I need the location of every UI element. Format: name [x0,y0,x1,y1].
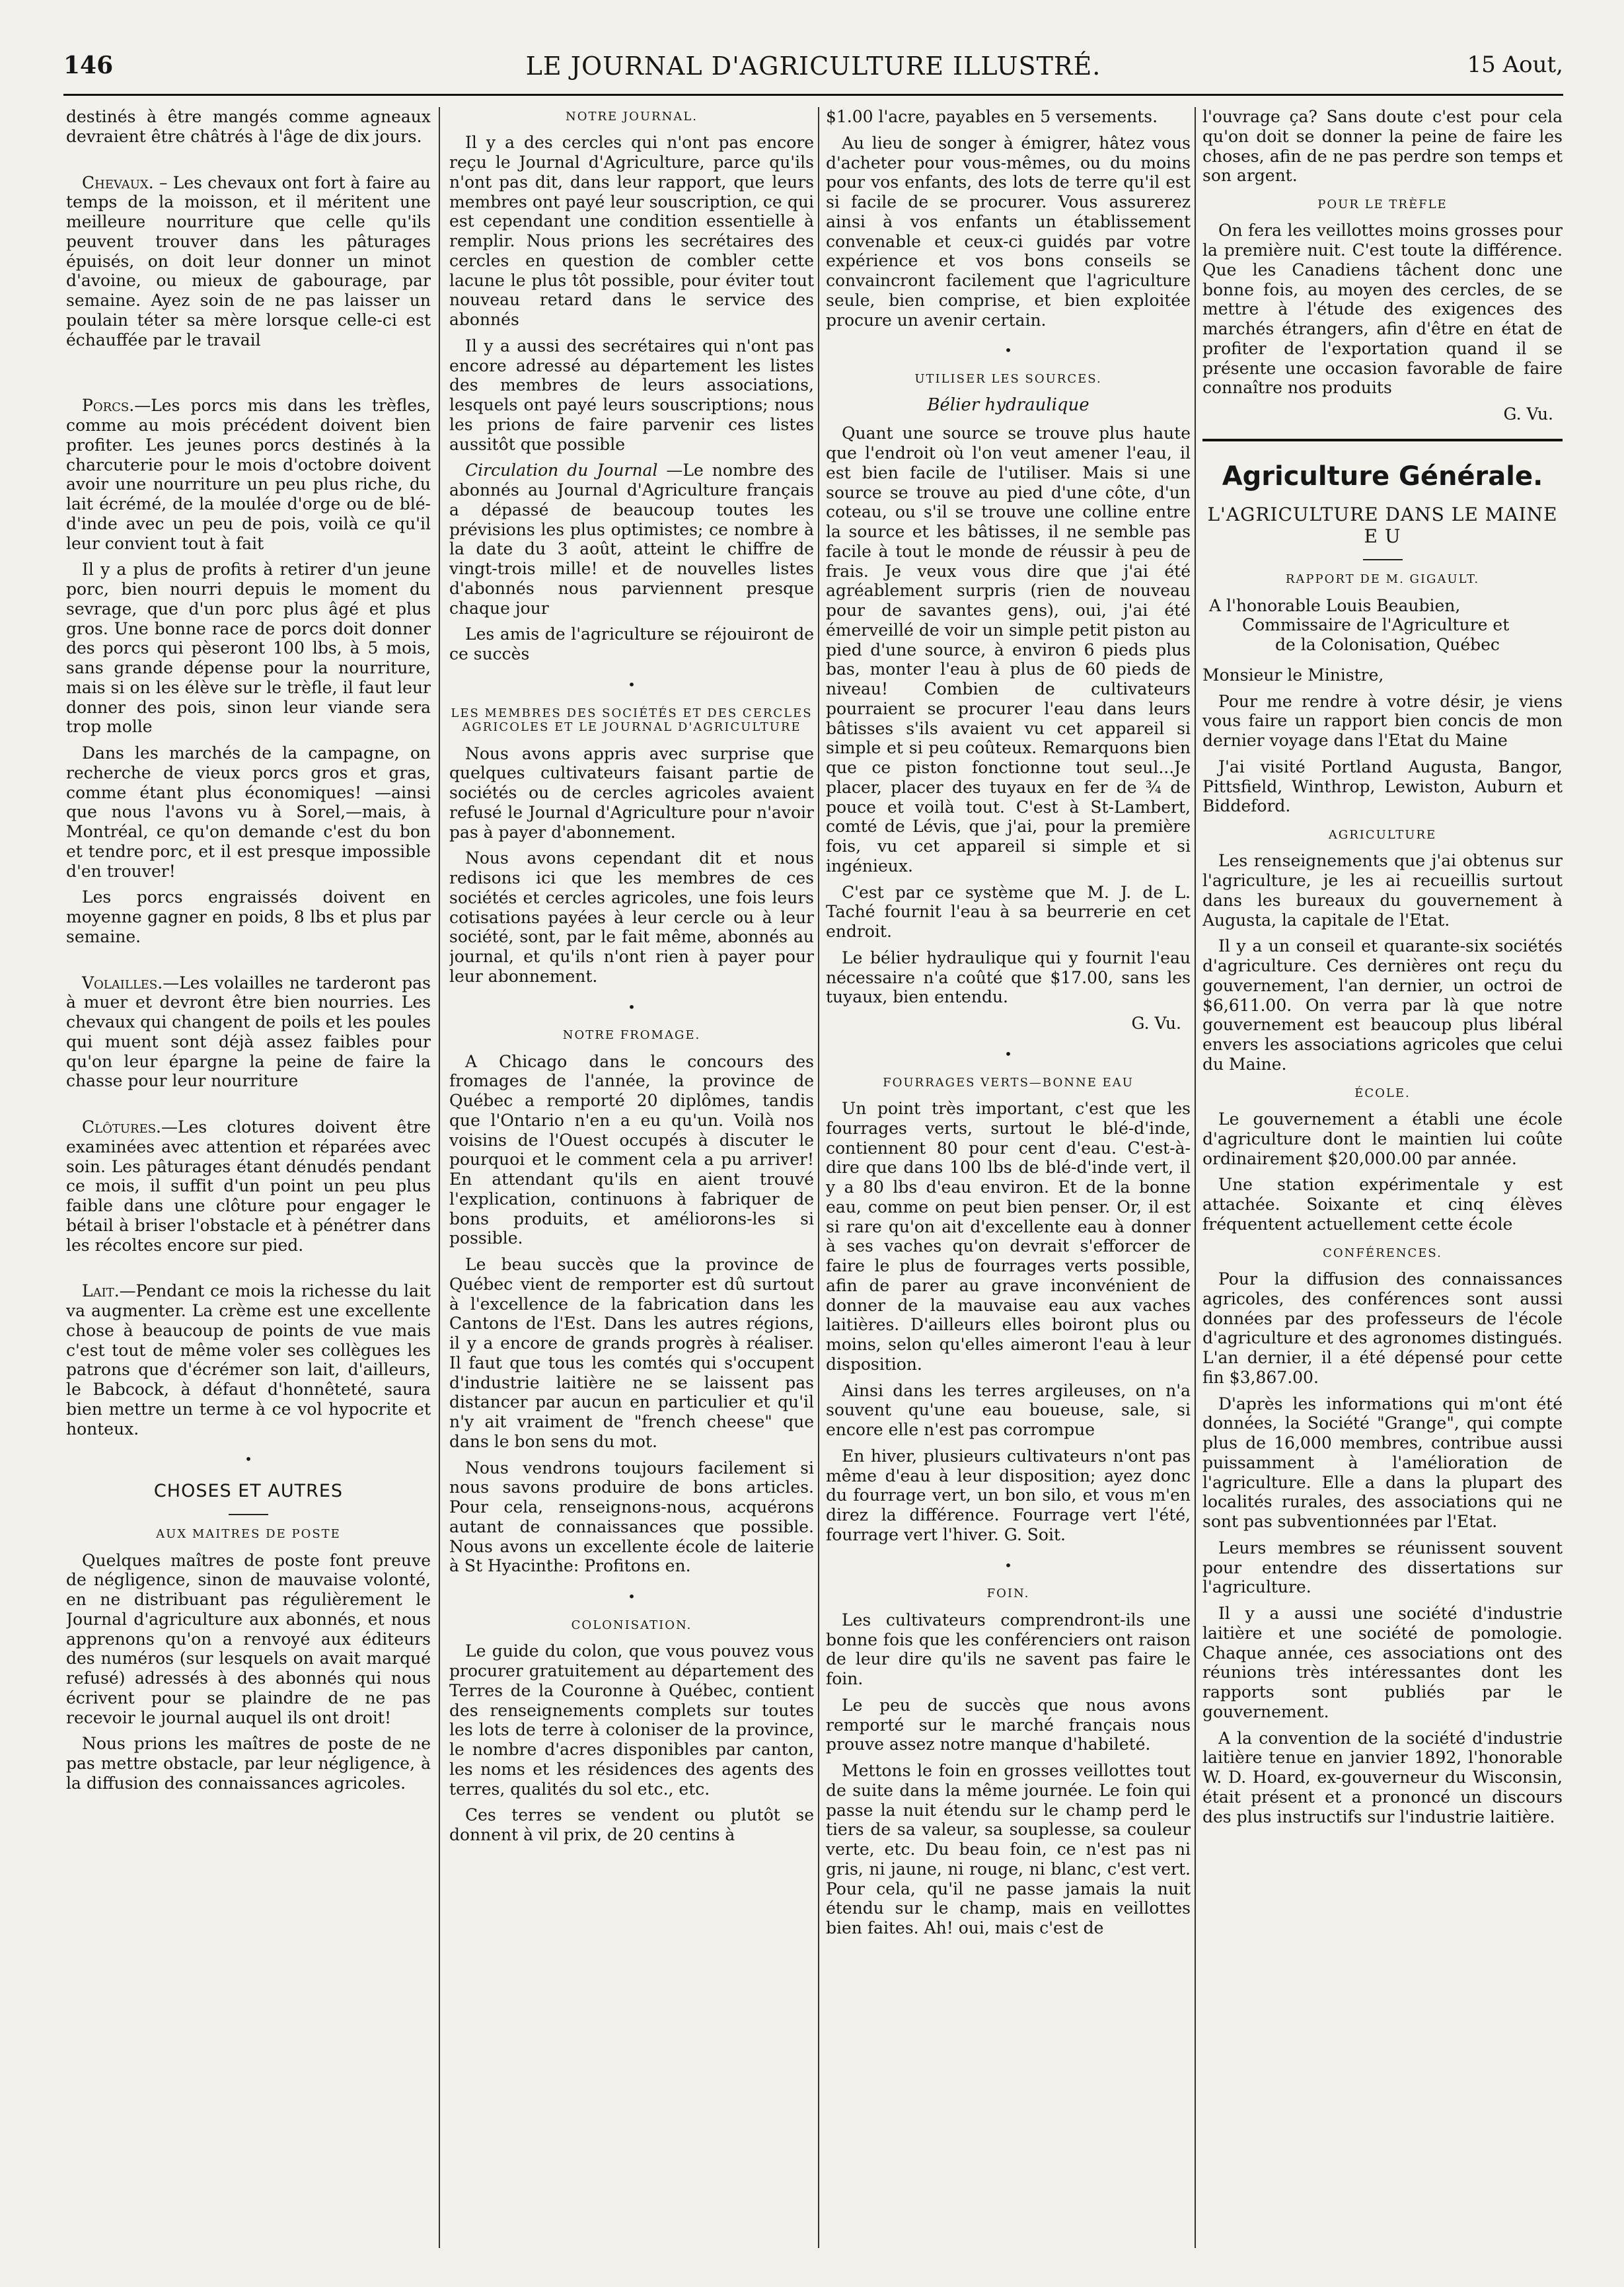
paragraph: Nous prions les maîtres de poste de ne pas mettre obstacle, par leur négligence, à la diffusion des connaissances agricoles. [66,1734,431,1793]
paragraph: A la convention de la société d'industrie laitière tenue en janvier 1892, l'honorable W. D. Hoard, ex-gouverneur du Wisconsin, était présent et a prononcé un discours des plus instructifs sur l'industrie laitière. [1202,1728,1563,1826]
article-heading: LES MEMBRES DES SOCIÉTÉS ET DES CERCLES AGRICOLES ET LE JOURNAL D'AGRICULTURE [451,706,813,735]
paragraph: En hiver, plusieurs cultivateurs n'ont pas même d'eau à leur disposition; ayez donc du fourrage vert, un bon silo, et vous m'en direz la différence. Fourrage vert l'été, fourrage vert l'hiver. G. Soit. [826,1446,1191,1544]
address-line: de la Colonisation, Québec [1275,635,1500,655]
paragraph: Il y a des cercles qui n'ont pas encore reçu le Journal d'Agriculture, parce qu'ils n'ont pas dit, dans leur rapport, que leurs membres ont payé leur souscription, ce qui est cependant une condition essentielle à remplir. Nous prions les secrétaires des cercles en question de combler cette lacune le plus tôt possible, pour éviter tout nouveau retard dans le service des abonnés [449,133,814,330]
paragraph: Il y a un conseil et quarante-six sociétés d'agriculture. Ces dernières ont reçu du gouvernement, l'an dernier, un octroi de $6,611.00. On verra par là que notre gouvernement est beaucoup plus libéral envers les associations agricoles que celui du Maine. [1202,936,1563,1074]
paragraph-porcs: Porcs.—Les porcs mis dans les trèfles, comme au mois précédent doivent bien profiter. Les jeunes porcs destinés à la charcuterie pour le mois d'octobre doivent avoir une nourriture un peu plus riche, du lait écrémé, de la moulée d'orge ou de blé-d'inde avec un peu de pois, voilà ce qu'il leur convient tout à fait [66,396,431,553]
ornament: • [1004,1045,1012,1062]
article-heading: COLONISATION. [571,1618,692,1633]
paragraph: Un point très important, c'est que les fourrages verts, surtout le blé-d'inde, contiennent 80 pour cent d'eau. C'est-à-dire que dans 100 lbs de blé-d'inde vert, il y a 80 lbs d'eau environ. Et de la bonne eau, comme on peut bien penser. Or, il est si rare qu'on ait d'excellente eau à donner à ses vaches qu'on devrait s'efforcer de faire le plus de fourrages verts possible, afin de parer au grave inconvénient de donner de la mauvaise eau aux vaches laitières. D'ailleurs elles boiront plus ou moins, selon qu'elles aimeront l'eau à leur disposition. [826,1099,1191,1374]
paragraph: Le peu de succès que nous avons remporté sur le marché français nous prouve assez notre manque d'habileté. [826,1695,1191,1754]
journal-title: LE JOURNAL D'AGRICULTURE ILLUSTRÉ. [525,52,1101,81]
paragraph-volailles: Volailles.—Les volailles ne tarderont pas à muer et devront être bien nourries. Les chevaux qui changent de poils et les poules qui muent sont déjà assez faibles pour qu'on leur épargne la peine de faire la chasse pour leur nourriture [66,973,431,1091]
ornament: • [1004,342,1012,359]
paragraph: Il y a plus de profits à retirer d'un jeune porc, bien nourri depuis le moment du sevrage, que d'un porc plus âgé et plus gros. Une bonne race de porcs doit donner des porcs qui pèseront 100 lbs, à 5 mois, sans grande dépense pour la nourriture, mais si on les élève sur le trèfle, il faut leur donner des pois, sinon leur viande sera trop molle [66,560,431,737]
address-line: A l'honorable Louis Beaubien, [1209,595,1461,615]
article-heading: POUR LE TRÈFLE [1317,198,1448,211]
paragraph: Ces terres se vendent ou plutôt se donnent à vil prix, de 20 centins à [449,1805,814,1845]
paragraph-chevaux: Chevaux. – Les chevaux ont fort à faire au temps de la moisson, et il méritent une meilleure nourriture que celle qu'ils peuvent trouver dans les pâturages épuisés, on doit leur donner un minot d'avoine, ou mieux de gabourage, par semaine. Ayez soin de ne pas laisser un poulain téter sa mère lorsque celle-ci est échauffée par le travail [66,172,431,350]
paragraph: Il y a aussi une société d'industrie laitière et une société de pomologie. Chaque année, ces associations ont des réunions très intéressantes dont les rapports sont publiés par le gouvernement. [1202,1604,1563,1721]
paragraph: Le beau succès que la province de Québec vient de remporter est dû surtout à l'excellence de la fabrication dans les Cantons de l'Est. Dans les autres régions, il y a encore de grands progrès à réaliser. Il faut que tous les comtés qui s'occupent d'industrie laitière ne se laissent pas distancer par aucun en particulier et qu'il n'y ait vraiment de "french cheese" que dans le bon sens du mot. [449,1255,814,1451]
paragraph: Nous avons cependant dit et nous redisons ici que les membres de ces sociétés et cercles agricoles, une fois leurs cotisations payées à leur cercle ou à leur société, sont, par le fait même, abonnés au journal, et qu'ils n'ont rien à payer pour leur abonnement. [449,848,814,986]
column-divider [439,107,440,2248]
section-title: CHOSES ET AUTRES [153,1481,344,1502]
column-1 [66,107,431,2248]
column-3 [826,107,1191,2248]
paragraph: Le gouvernement a établi une école d'agriculture dont le maintien lui coûte ordinairement $20,000.00 par année. [1202,1109,1563,1168]
ornament: • [628,676,636,693]
column-2 [449,107,814,2248]
article-subheading: Bélier hydraulique [927,395,1089,416]
paragraph: Leurs membres se réunissent souvent pour entendre des dissertations sur l'agriculture. [1202,1538,1563,1597]
header-rule [63,94,1563,96]
paragraph: Ainsi dans les terres argileuses, on n'a souvent qu'une eau boueuse, sale, si encore elle n'est pas corrompue [826,1380,1191,1440]
article-heading: FOURRAGES VERTS—BONNE EAU [883,1075,1134,1090]
paragraph: Le guide du colon, que vous pouvez vous procurer gratuitement au département des Terres de la Couronne à Québec, contient des renseignements complets sur toutes les lots de terre à coloniser de la province, le nombre d'acres disponibles par canton, les noms et les résidences des agents des terres, qualités du sol etc., etc. [449,1641,814,1799]
paragraph: On fera les veillottes moins grosses pour la première nuit. C'est toute la différence. Que les Canadiens tâchent donc une bonne fois, au moyen des cercles, de se mettre à l'étude des exigences des marchés étrangers, afin d'être en état de profiter de l'exportation quand il se présente une occasion favorable de faire connaître nos produits [1202,221,1563,398]
paragraph-lait: Lait.—Pendant ce mois la richesse du lait va augmenter. La crème est une excellente chose à beaucoup de points de vue mais c'est tout de même voler ses collègues les patrons que d'écrémer son lait, d'ailleurs, le Babcock, à défaut d'honnêteté, saura bien mettre un terme à ce vol hypocrite et honteux. [66,1281,431,1439]
signature: G. Vu. [1131,1014,1181,1033]
paragraph: Les cultivateurs comprendront-ils une bonne fois que les conférenciers ont raison de leur dire qu'ils ne savent pas faire le foin. [826,1610,1191,1689]
section-rule [1202,439,1563,441]
page-number: 146 [63,52,114,79]
column-4 [1202,107,1563,2248]
ornament: • [1004,1557,1012,1573]
paragraph: Il y a aussi des secrétaires qui n'ont pas encore adressé au département les listes des membres de leurs associations, lesquels ont payé leurs souscriptions; nous les prions de faire parvenir ces listes aussitôt que possible [449,336,814,454]
paragraph: Quant une source se trouve plus haute que l'endroit où l'on veut amener l'eau, il est bien facile de l'utiliser. Mais si une source se trouve au pied d'une côte, d'un coteau, ou s'il se trouve une colline entre la source et les bâtisses, il ne semble pas facile à tout le monde de réussir à peu de frais. Je veux vous dire que j'ai été agréablement surpris (rien de nouveau pour de savantes gens), oui, j'ai été émerveillé de voir un simple petit piston au pied d'une source, à environ 6 pieds plus bas, monter l'eau à plus de 60 pieds de niveau! Combien de cultivateurs pourraient se procurer l'eau dans leurs bâtisses s'ils avaient vu cet appareil si simple et si peu coûteux. Remarquons bien que ce piston fonctionne tout seul...Je placer, placer des tuyaux en fer de ¾ de pouce et voilà tout. C'est à St-Lambert, comté de Lévis, que j'ai, pour la première fois, vu cet appareil si simple et si ingénieux. [826,424,1191,876]
column-divider [1195,107,1196,2248]
paragraph: Au lieu de songer à émigrer, hâtez vous d'acheter pour vous-mêmes, ou du moins pour vos enfants, des lots de terre qu'il est si facile de se procurer. Vous assurerez ainsi à vos enfants un établissement convenable et ceux-ci guidés par votre expérience et vos bons conseils se convaincront facilement que l'agriculture seule, bien comprise, et bien exploitée procure un avenir certain. [826,133,1191,330]
section-title: Agriculture Générale. [1222,461,1543,492]
article-byline: RAPPORT DE M. GIGAULT. [1285,572,1480,587]
article-heading: NOTRE JOURNAL. [565,110,698,124]
paragraph: J'ai visité Portland Augusta, Bangor, Pittsfield, Winthrop, Lewiston, Auburn et Biddeford. [1202,757,1563,816]
paragraph: Une station expérimentale y est attachée. Soixante et cinq élèves fréquentent actuellement cette école [1202,1175,1563,1234]
article-heading: AGRICULTURE [1328,828,1437,843]
article-heading: FOIN. [986,1587,1030,1601]
section-lead: Volailles. [82,973,163,993]
section-lead: Porcs. [82,396,135,416]
paragraph: Les renseignements que j'ai obtenus sur l'agriculture, je les ai recueillis surtout dans les bureaux du gouvernement à Augusta, la capitale de l'Etat. [1202,851,1563,930]
column-divider [818,107,819,2248]
page-header [63,52,1563,91]
article-heading: ÉCOLE. [1354,1086,1411,1100]
paragraph: Quelques maîtres de poste font preuve de négligence, sinon de mauvaise volonté, en ne distribuant pas régulièrement le Journal d'agriculture aux abonnés, et nous apprenons qu'on a renvoyé aux éditeurs des numéros (sur lesquels on avait marqué refusé) adressés à des abonnés qui nous écrivent pour se plaindre de ne pas recevoir le journal auquel ils ont droit! [66,1550,431,1727]
ornament: • [628,1589,636,1605]
paragraph-clotures: Clôtures.—Les clotures doivent être examinées avec attention et réparées avec soin. Les pâturages étant dénudés pendant ce mois, il suffit d'un point un peu plus faible dans une clôture pour engager le bétail à briser l'obstacle et à pénétrer dans les récoltes encore sur pied. [66,1117,431,1255]
paragraph: Pour me rendre à votre désir, je viens vous faire un rapport bien concis de mon dernier voyage dans l'Etat du Maine [1202,691,1563,751]
section-lead: Lait. [82,1281,120,1301]
paragraph: Pour la diffusion des connaissances agricoles, des conférences sont aussi données par des professeurs de l'école d'agriculture et des agronomes distingués. L'an dernier, il a été dépensé pour cette fin $3,867.00. [1202,1269,1563,1387]
article-heading: AUX MAITRES DE POSTE [156,1527,341,1542]
paragraph: Nous avons appris avec surprise que quelques cultivateurs faisant partie de sociétés ou de cercles agricoles avaient refusé le Journal d'Agriculture pour n'avoir pas à payer d'abonnement. [449,743,814,842]
paragraph: Les amis de l'agriculture se réjouiront de ce succès [449,624,814,664]
article-heading: CONFÉRENCES. [1323,1246,1442,1260]
address-line: Commissaire de l'Agriculture et [1242,615,1510,635]
paragraph: destinés à être mangés comme agneaux devraient être châtrés à l'âge de dix jours. [66,107,431,146]
signature: G. Vu. [1503,404,1553,424]
paragraph: A Chicago dans le concours des fromages de l'année, la province de Québec a remporté 20 diplômes, tandis que l'Ontario n'en a eu qu'un. Voilà nos voisins de l'Ouest occupés à discuter le pourquoi et le comment cela a pu arriver! En attendant qu'ils en aient trouvé l'explication, continuons à fabriquer de bons produits, et améliorons-les si possible. [449,1051,814,1248]
section-lead: Clôtures. [82,1117,161,1137]
article-heading: NOTRE FROMAGE. [562,1028,701,1043]
salutation: Monsieur le Ministre, [1202,665,1384,685]
paragraph: Dans les marchés de la campagne, on recherche de vieux porcs gros et gras, comme étant plus économiques! —ainsi que nous l'avons vu à Sorel,—mais, à Montréal, ce qu'on demande c'est du bon et tendre porc, et il est presque impossible d'en trouver! [66,743,431,881]
paragraph: Circulation du Journal —Le nombre des abonnés au Journal d'Agriculture français a dépassé de beaucoup toutes les prévisions les plus optimistes; ce nombre à la date du 3 août, atteint le chiffre de vingt-trois mille! et de nouvelles listes d'abonnés nous parviennent presque chaque jour [449,461,814,618]
article-title: L'AGRICULTURE DANS LE MAINE E U [1207,503,1558,547]
paragraph: C'est par ce système que M. J. de L. Taché fournit l'eau à sa beurrerie en cet endroit. [826,882,1191,942]
section-lead: Chevaux. [82,172,154,192]
paragraph: $1.00 l'acre, payables en 5 versements. [826,107,1158,126]
paragraph: Le bélier hydraulique qui y fournit l'eau nécessaire n'a coûté que $17.00, sans les tuyaux, bien entendu. [826,948,1191,1007]
paragraph: Mettons le foin en grosses veillottes tout de suite dans la même journée. Le foin qui passe la nuit étendu sur le champ perd le tiers de sa valeur, sa souplesse, sa couleur verte, etc. Du beau foin, ce n'est pas ni gris, ni jaune, ni rouge, ni blanc, c'est vert. Pour cela, qu'il ne passe jamais la nuit étendu sur le champ, mais en veillottes bien faites. Ah! oui, mais c'est de [826,1761,1191,1938]
paragraph: Les porcs engraissés doivent en moyenne gagner en poids, 8 lbs et plus par semaine. [66,887,431,946]
paragraph: D'après les informations qui m'ont été données, la Société "Grange", qui compte plus de 16,000 membres, contribue aussi puissamment à l'amélioration de l'agriculture. Elle a dans la plupart des localités rurales, des associations qui ne sont pas subventionnées par l'Etat. [1202,1394,1563,1531]
ornament: • [244,1451,252,1468]
paragraph: l'ouvrage ça? Sans doute c'est pour cela qu'on doit se donner la peine de faire les choses, afin de ne pas perdre son temps et son argent. [1202,107,1563,186]
paragraph: Nous vendrons toujours facilement si nous savons produire de bons articles. Pour cela, renseignons-nous, acquérons autant de connaissances que possible. Nous avons un excellente école de laiterie à St Hyacinthe: Profitons en. [449,1458,814,1576]
article-heading: UTILISER LES SOURCES. [914,372,1102,387]
ornament: • [628,998,636,1015]
issue-date: 15 Aout, [1467,52,1563,78]
